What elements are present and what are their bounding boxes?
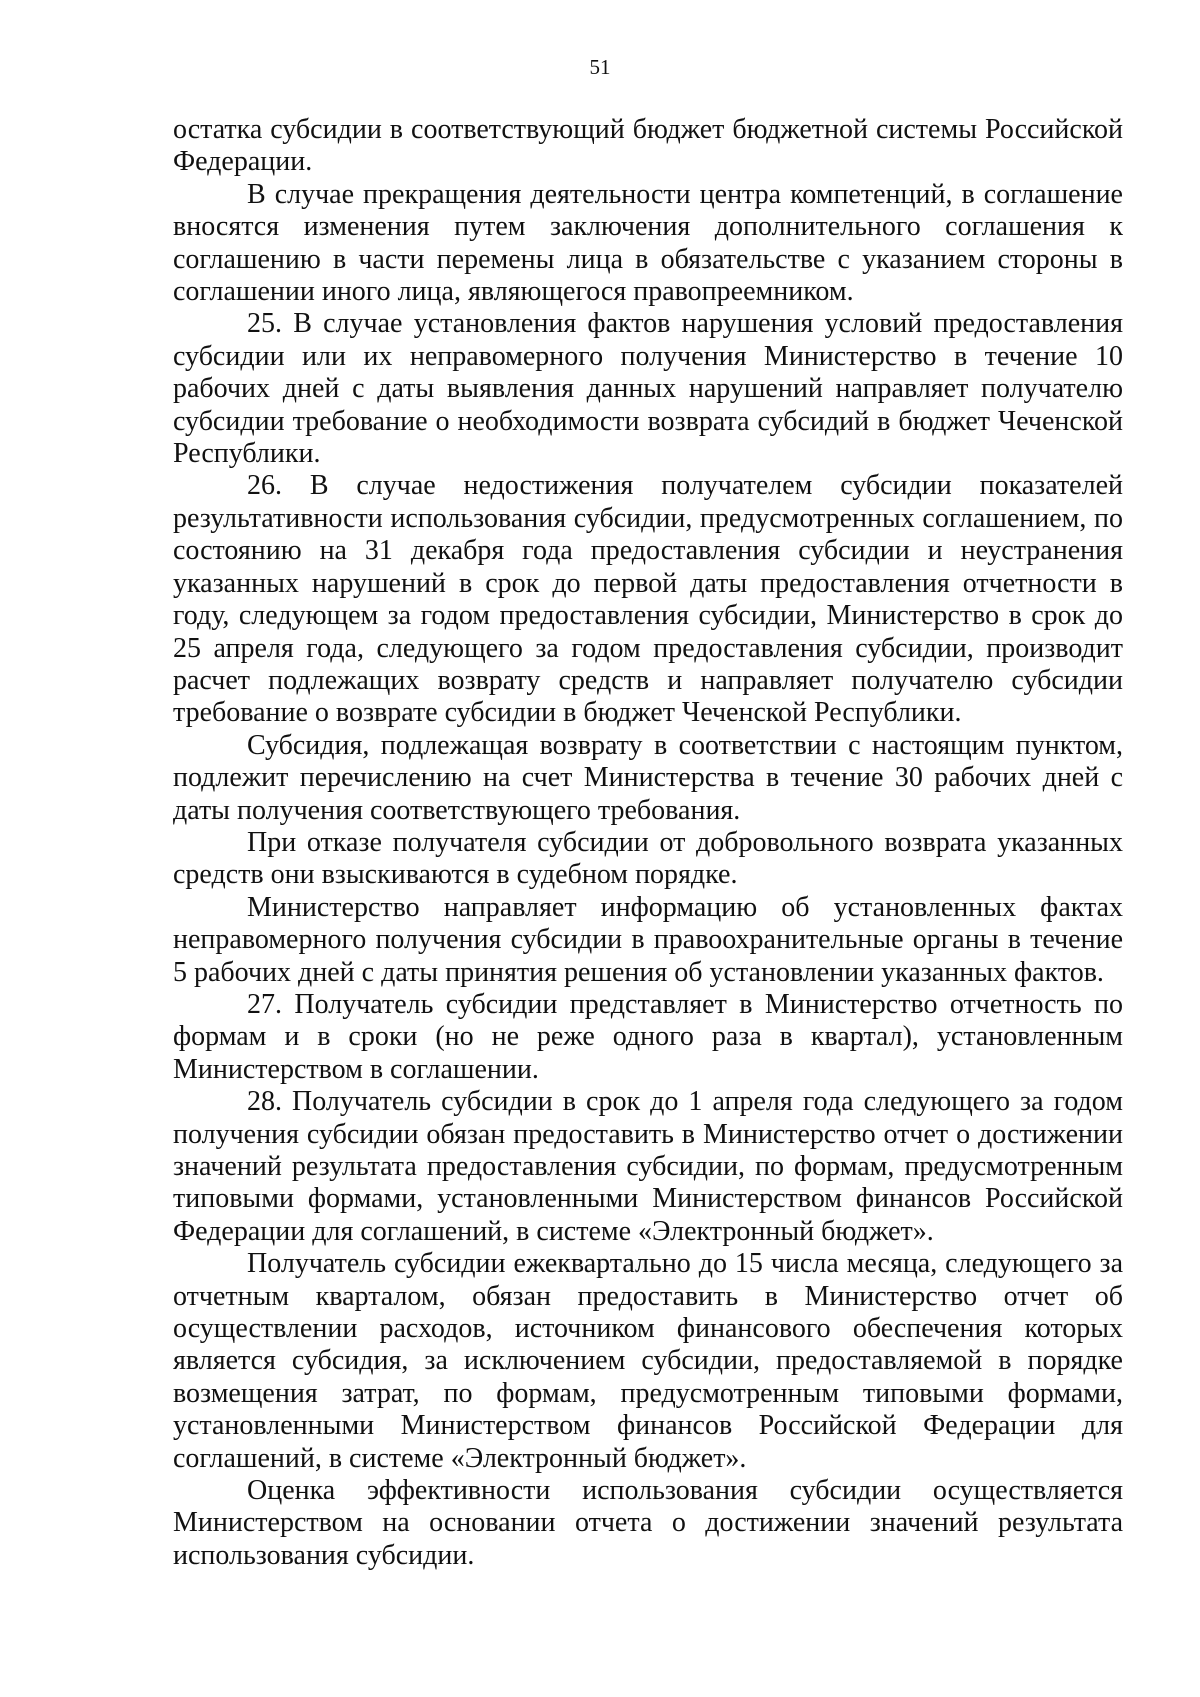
paragraph-item-28: 28. Получатель субсидии в срок до 1 апреля года следующего за годом получения субсидии обязан предоставить в Министерство отчет о достижении значений результата предоставления субсидии, по формам, предусмотренным типовыми формами, установленными Министерством финансов Российской Федерации для соглашений, в системе «Электронный бюджет». (173, 1086, 1123, 1247)
paragraph-law-enforcement: Министерство направляет информацию об установленных фактах неправомерного получения субсидии в правоохранительные органы в течение 5 рабочих дней с даты принятия решения об установлении указанных фактов. (173, 891, 1123, 988)
paragraph-quarterly-report: Получатель субсидии ежеквартально до 15 числа месяца, следующего за отчетным кварталом, обязан предоставить в Министерство отчет об осуществлении расходов, источником финансового обеспечения которых является субсидия, за исключением субсидии, предоставляемой в порядке возмещения затрат, по формам, предусмотренным типовыми формами, установленными Министерством финансов Российской Федерации для соглашений, в системе «Электронный бюджет». (173, 1248, 1123, 1474)
paragraph-refusal: При отказе получателя субсидии от добровольного возврата указанных средств они взыскиваются в судебном порядке. (173, 826, 1123, 891)
paragraph-item-26: 26. В случае недостижения получателем субсидии показателей результативности использования субсидии, предусмотренных соглашением, по состоянию на 31 декабря года предоставления субсидии и неустранения указанных нарушений в срок до первой даты предоставления отчетности в году, следующем за годом предоставления субсидии, Министерство в срок до 25 апреля года, следующего за годом предоставления субсидии, производит расчет подлежащих возврату средств и направляет получателю субсидии требование о возврате субсидии в бюджет Чеченской Республики. (173, 470, 1123, 729)
page-number: 51 (589, 55, 611, 79)
paragraph-item-25: 25. В случае установления фактов нарушения условий предоставления субсидии или их неправомерного получения Министерство в течение 10 рабочих дней с даты выявления данных нарушений направляет получателю субсидии требование о необходимости возврата субсидий в бюджет Чеченской Республики. (173, 308, 1123, 470)
paragraph-continuation: остатка субсидии в соответствующий бюджет бюджетной системы Российской Федерации. (173, 114, 1123, 178)
document-body (173, 114, 1123, 1572)
paragraph-subsidy-return: Субсидия, подлежащая возврату в соответствии с настоящим пунктом, подлежит перечислению на счет Министерства в течение 30 рабочих дней с даты получения соответствующего требования. (173, 729, 1123, 826)
paragraph-center-termination: В случае прекращения деятельности центра компетенций, в соглашение вносятся изменения путем заключения дополнительного соглашения к соглашению в части перемены лица в обязательстве с указанием стороны в соглашении иного лица, являющегося правопреемником. (173, 178, 1123, 308)
paragraph-efficiency-assessment: Оценка эффективности использования субсидии осуществляется Министерством на основании отчета о достижении значений результата использования субсидии. (173, 1475, 1123, 1571)
paragraph-item-27: 27. Получатель субсидии представляет в Министерство отчетность по формам и в сроки (но не реже одного раза в квартал), установленным Министерством в соглашении. (173, 988, 1123, 1085)
